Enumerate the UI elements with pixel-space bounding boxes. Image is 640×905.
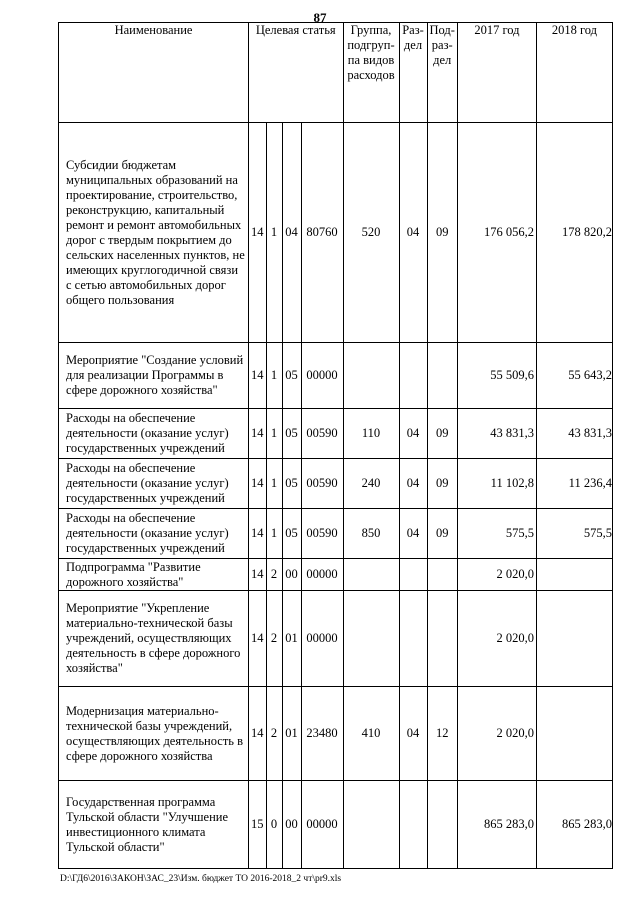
table-row <box>59 409 613 459</box>
expense-group: 410 <box>343 687 399 781</box>
target-part-4: 00000 <box>301 559 343 591</box>
subsection-code <box>427 591 457 687</box>
target-part-2: 1 <box>266 409 282 459</box>
section-code <box>399 781 427 869</box>
table-row <box>59 459 613 509</box>
subsection-code: 09 <box>427 509 457 559</box>
table-row <box>59 559 613 591</box>
amount-2017: 55 509,6 <box>457 343 536 409</box>
expense-group: 240 <box>343 459 399 509</box>
amount-2017: 2 020,0 <box>457 559 536 591</box>
target-part-3: 05 <box>282 509 301 559</box>
target-part-3: 05 <box>282 459 301 509</box>
target-part-4: 00000 <box>301 591 343 687</box>
row-name: Подпрограмма "Развитие дорожного хозяйства" <box>59 559 249 591</box>
amount-2017: 865 283,0 <box>457 781 536 869</box>
target-part-2: 2 <box>266 591 282 687</box>
target-part-1: 14 <box>249 559 267 591</box>
amount-2017: 2 020,0 <box>457 591 536 687</box>
row-name: Мероприятие "Создание условий для реализации Программы в сфере дорожного хозяйства" <box>59 343 249 409</box>
amount-2018: 55 643,2 <box>536 343 612 409</box>
subsection-code: 09 <box>427 459 457 509</box>
amount-2018: 865 283,0 <box>536 781 612 869</box>
section-code <box>399 591 427 687</box>
header-group: Группа, подгруп-па видов расходов <box>343 23 399 123</box>
section-code: 04 <box>399 687 427 781</box>
amount-2018 <box>536 559 612 591</box>
subsection-code <box>427 559 457 591</box>
expense-group <box>343 781 399 869</box>
target-part-4: 00590 <box>301 509 343 559</box>
page-number: 87 <box>313 10 327 25</box>
expense-group: 850 <box>343 509 399 559</box>
header-target-article: Целевая статья <box>249 23 344 123</box>
row-name: Расходы на обеспечение деятельности (оказание услуг) государственных учреждений <box>59 409 249 459</box>
amount-2018: 178 820,2 <box>536 123 612 343</box>
row-name: Модернизация материально-технической базы учреждений, осуществляющих деятельность в сфере дорожного хозяйства <box>59 687 249 781</box>
target-part-1: 14 <box>249 687 267 781</box>
expense-group <box>343 559 399 591</box>
section-code: 04 <box>399 123 427 343</box>
target-part-1: 14 <box>249 591 267 687</box>
expense-group <box>343 591 399 687</box>
table-row <box>59 781 613 869</box>
row-name: Субсидии бюджетам муниципальных образований на проектирование, строительство, реконструкцию, капитальный ремонт и ремонт автомобильных дорог с твердым покрытием до сельских населенных пунктов, не имеющих круглогодичной связи с сетью автомобильных дорог общего пользования <box>59 123 249 343</box>
table-row <box>59 591 613 687</box>
target-part-4: 00000 <box>301 781 343 869</box>
row-name: Расходы на обеспечение деятельности (оказание услуг) государственных учреждений <box>59 459 249 509</box>
target-part-2: 2 <box>266 687 282 781</box>
section-code: 04 <box>399 509 427 559</box>
target-part-2: 0 <box>266 781 282 869</box>
header-section: Раз-дел <box>399 23 427 123</box>
section-code: 04 <box>399 409 427 459</box>
target-part-4: 23480 <box>301 687 343 781</box>
target-part-4: 80760 <box>301 123 343 343</box>
row-name: Мероприятие "Укрепление материально-технической базы учреждений, осуществляющих деятельность в сфере дорожного хозяйства" <box>59 591 249 687</box>
target-part-1: 14 <box>249 409 267 459</box>
amount-2017: 176 056,2 <box>457 123 536 343</box>
amount-2018 <box>536 687 612 781</box>
target-part-3: 04 <box>282 123 301 343</box>
target-part-4: 00590 <box>301 459 343 509</box>
header-2018: 2018 год <box>536 23 612 123</box>
target-part-2: 2 <box>266 559 282 591</box>
subsection-code: 09 <box>427 409 457 459</box>
target-part-3: 05 <box>282 409 301 459</box>
table-row <box>59 687 613 781</box>
target-part-3: 00 <box>282 559 301 591</box>
header-2017: 2017 год <box>457 23 536 123</box>
header-name: Наименование <box>59 23 249 123</box>
target-part-1: 15 <box>249 781 267 869</box>
target-part-3: 01 <box>282 591 301 687</box>
target-part-2: 1 <box>266 343 282 409</box>
table-row <box>59 509 613 559</box>
target-part-4: 00590 <box>301 409 343 459</box>
amount-2018: 575,5 <box>536 509 612 559</box>
target-part-1: 14 <box>249 123 267 343</box>
section-code <box>399 343 427 409</box>
table-header-row <box>59 23 613 123</box>
row-name: Расходы на обеспечение деятельности (оказание услуг) государственных учреждений <box>59 509 249 559</box>
target-part-3: 01 <box>282 687 301 781</box>
table-row <box>59 123 613 343</box>
expense-group: 520 <box>343 123 399 343</box>
target-part-1: 14 <box>249 343 267 409</box>
subsection-code <box>427 343 457 409</box>
expense-group <box>343 343 399 409</box>
table-row <box>59 343 613 409</box>
amount-2017: 43 831,3 <box>457 409 536 459</box>
subsection-code: 09 <box>427 123 457 343</box>
target-part-3: 00 <box>282 781 301 869</box>
target-part-2: 1 <box>266 459 282 509</box>
amount-2017: 11 102,8 <box>457 459 536 509</box>
header-subsection: Под-раз-дел <box>427 23 457 123</box>
subsection-code <box>427 781 457 869</box>
subsection-code: 12 <box>427 687 457 781</box>
amount-2017: 575,5 <box>457 509 536 559</box>
budget-table <box>58 22 613 869</box>
section-code <box>399 559 427 591</box>
row-name: Государственная программа Тульской области "Улучшение инвестиционного климата Тульской области" <box>59 781 249 869</box>
target-part-2: 1 <box>266 509 282 559</box>
amount-2017: 2 020,0 <box>457 687 536 781</box>
expense-group: 110 <box>343 409 399 459</box>
target-part-1: 14 <box>249 509 267 559</box>
target-part-4: 00000 <box>301 343 343 409</box>
target-part-1: 14 <box>249 459 267 509</box>
section-code: 04 <box>399 459 427 509</box>
target-part-2: 1 <box>266 123 282 343</box>
amount-2018: 11 236,4 <box>536 459 612 509</box>
amount-2018 <box>536 591 612 687</box>
amount-2018: 43 831,3 <box>536 409 612 459</box>
target-part-3: 05 <box>282 343 301 409</box>
file-path-footer: D:\ГД6\2016\ЗАКОН\ЗАС_23\Изм. бюджет ТО 2016-2018_2 чт\pr9.xls <box>60 874 342 884</box>
